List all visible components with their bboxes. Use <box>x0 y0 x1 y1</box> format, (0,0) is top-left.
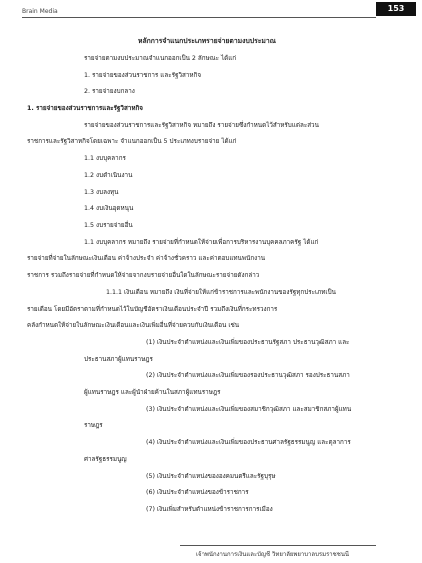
page-title: หลักการจำแนกประเภทรายจ่ายตามงบประมาณ <box>138 37 276 45</box>
footer-rule <box>180 545 376 546</box>
section-heading: 1. รายจ่ายของส่วนราชการและรัฐวิสาหกิจ <box>27 105 143 112</box>
sub-list-item-continued: ผู้แทนราษฎร และผู้นำฝ่ายค้านในสภาผู้แทนราษฎร <box>84 389 221 396</box>
list-item: 1. รายจ่ายของส่วนราชการ และรัฐวิสาหกิจ <box>84 72 202 79</box>
list-item: 1.2 งบดำเนินงาน <box>84 172 133 179</box>
page-header <box>0 0 422 22</box>
sub-list-item-continued: ประธานสภาผู้แทนราษฎร <box>84 356 153 363</box>
header-rule <box>22 17 376 18</box>
list-item: 1.5 งบรายจ่ายอื่น <box>84 222 133 229</box>
sub-list-item: (3) เงินประจำตำแหน่งและเงินเพิ่มของสมาชิกวุฒิสภา และสมาชิกสภาผู้แทน <box>146 406 352 413</box>
paragraph-line: ราชการและรัฐวิสาหกิจโดยเฉพาะ จำแนกออกเป็น 5 ประเภทงบรายจ่าย ได้แก่ <box>27 138 237 145</box>
sub-list-item-continued: ราษฎร <box>84 422 103 429</box>
paragraph-line: รายจ่ายของส่วนราชการและรัฐวิสาหกิจ หมายถึง รายจ่ายซึ่งกำหนดไว้สำหรับแต่ละส่วน <box>84 122 319 129</box>
sub-list-item-continued: ศาลรัฐธรรมนูญ <box>84 456 127 463</box>
sub-list-item: (1) เงินประจำตำแหน่งและเงินเพิ่มของประธานรัฐสภา ประธานวุฒิสภา และ <box>146 339 350 346</box>
list-item: 1.1 งบบุคลากร <box>84 155 126 162</box>
list-item: 1.3 งบลงทุน <box>84 189 119 196</box>
page-number-badge: 153 <box>376 2 416 16</box>
list-item: 2. รายจ่ายงบกลาง <box>84 88 135 95</box>
page-footer: เจ้าพนักงานการเงินและบัญชี วิทยาลัยพยาบาลบรมราชชนนี <box>196 551 350 558</box>
paragraph-line: ราชการ รวมถึงรายจ่ายที่กำหนดให้จ่ายจากงบรายจ่ายอื่นใดในลักษณะรายจ่ายดังกล่าว <box>27 272 260 279</box>
sub-list-item: (6) เงินประจำตำแหน่งของข้าราชการ <box>146 489 249 496</box>
paragraph-line: รายจ่ายที่จ่ายในลักษณะเงินเดือน ค่าจ้างประจำ ค่าจ้างชั่วคราว และค่าตอบแทนพนักงาน <box>27 255 266 262</box>
paragraph-line: 1.1 งบบุคลากร หมายถึง รายจ่ายที่กำหนดให้จ่ายเพื่อการบริหารงานบุคคลภาครัฐ ได้แก่ <box>84 239 319 246</box>
paragraph-line: 1.1.1 เงินเดือน หมายถึง เงินที่จ่ายให้แก่ข้าราชการและพนักงานของรัฐทุกประเภทเป็น <box>106 289 336 296</box>
list-item: 1.4 งบเงินอุดหนุน <box>84 205 134 212</box>
paragraph-line: คลังกำหนดให้จ่ายในลักษณะเงินเดือนและเงินเพิ่มอื่นที่จ่ายควบกับเงินเดือน เช่น <box>27 322 240 329</box>
sub-list-item: (2) เงินประจำตำแหน่งและเงินเพิ่มของรองประธานวุฒิสภา รองประธานสภา <box>146 372 350 379</box>
paragraph-line: รายจ่ายตามงบประมาณจำแนกออกเป็น 2 ลักษณะ ได้แก่ <box>84 55 237 62</box>
sub-list-item: (5) เงินประจำตำแหน่งขององคมนตรีและรัฐบุรุษ <box>146 473 276 480</box>
sub-list-item: (4) เงินประจำตำแหน่งและเงินเพิ่มของประธานศาลรัฐธรรมนูญ และตุลาการ <box>146 439 351 446</box>
brand-label: Brain Media <box>22 8 58 15</box>
sub-list-item: (7) เงินเพิ่มสำหรับตำแหน่งข้าราชการการเมือง <box>146 506 273 513</box>
paragraph-line: รายเดือน โดยมีอัตราตามที่กำหนดไว้ในบัญชีอัตราเงินเดือนประจำปี รวมถึงเงินที่กระทรวงการ <box>27 306 278 313</box>
